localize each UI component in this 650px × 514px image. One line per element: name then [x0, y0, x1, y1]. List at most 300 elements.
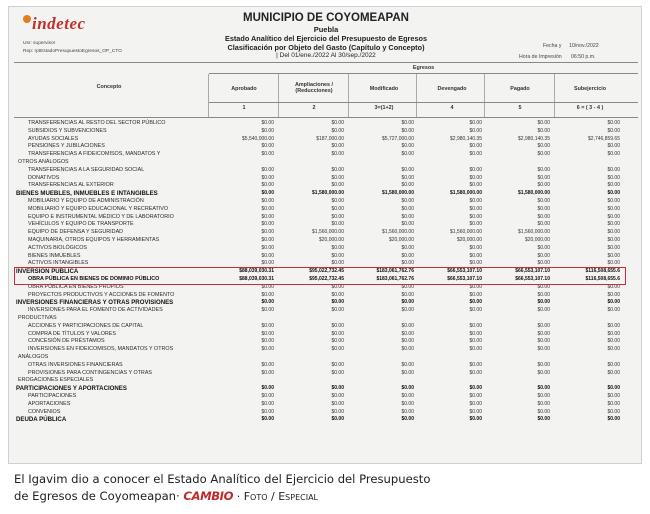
cell-value: $0.00	[469, 151, 482, 158]
column-number: 3=(1+2)	[374, 105, 394, 111]
row-label: PARTICIPACIONES Y APORTACIONES	[16, 385, 127, 393]
table-row	[14, 338, 638, 346]
cell-value: $0.00	[261, 127, 274, 134]
cell-value: $0.00	[401, 166, 414, 173]
period-line: | Del 01/ene./2022 Al 30/sep./2022	[276, 52, 376, 59]
table-row	[14, 206, 638, 214]
column-divider	[416, 74, 417, 117]
cell-value: $0.00	[261, 307, 274, 314]
cell-value: $0.00	[537, 369, 550, 376]
table-top-rule	[14, 62, 638, 63]
cell-value: $0.00	[401, 260, 414, 267]
row-label: INVERSIÓN PÚBLICA	[16, 268, 79, 276]
cell-value: $2,980,140.35	[518, 135, 550, 142]
cell-value: $0.00	[607, 244, 620, 251]
cell-value: $0.00	[401, 151, 414, 158]
row-label: VEHÍCULOS Y EQUIPO DE TRANSPORTE	[28, 221, 134, 228]
cell-value: $0.00	[537, 166, 550, 173]
cell-value: $0.00	[607, 174, 620, 181]
cell-value: $0.00	[537, 299, 550, 306]
cell-value: $0.00	[401, 338, 414, 345]
cell-value: $0.00	[261, 283, 274, 290]
cell-value: $0.00	[331, 260, 344, 267]
cell-value: $0.00	[401, 291, 414, 298]
cell-value: $183,061,762.76	[376, 268, 414, 275]
cell-value: $0.00	[607, 252, 620, 259]
column-divider	[554, 74, 555, 117]
cell-value: $0.00	[607, 369, 620, 376]
cell-value: $0.00	[537, 221, 550, 228]
cell-value: $0.00	[469, 166, 482, 173]
cell-value: $0.00	[537, 393, 550, 399]
cell-value: $0.00	[261, 166, 274, 173]
table-row	[14, 346, 638, 362]
cell-value: $0.00	[401, 252, 414, 259]
cell-value: $0.00	[607, 338, 620, 345]
cell-value: $0.00	[261, 143, 274, 150]
cell-value: $0.00	[331, 385, 344, 392]
cell-value: $0.00	[401, 330, 414, 337]
table-row	[14, 331, 638, 339]
cell-value: $0.00	[331, 151, 344, 158]
cell-value: $0.00	[607, 237, 620, 243]
table-row	[14, 284, 638, 292]
cell-value: $0.00	[469, 322, 482, 329]
cell-value: $0.00	[469, 244, 482, 251]
column-number: 5	[518, 105, 522, 111]
table-row	[14, 221, 638, 229]
cell-value: $183,061,762.76	[376, 276, 414, 282]
fecha-value: 10/nov./2022	[569, 43, 599, 49]
cell-value: $0.00	[469, 260, 482, 267]
cell-value: $0.00	[261, 229, 274, 236]
cell-value: $0.00	[331, 174, 344, 181]
cell-value: $0.00	[607, 198, 620, 204]
row-label: CONVENIOS	[28, 408, 61, 415]
cell-value: $0.00	[607, 400, 620, 407]
fecha-label: Fecha y	[543, 43, 562, 49]
cell-value: $0.00	[261, 237, 274, 243]
report-heading: Estado Analítico del Ejercicio del Presupuesto de Egresos	[224, 34, 428, 43]
cell-value: $0.00	[261, 205, 274, 212]
row-label-continued: EROGACIONES ESPECIALES	[18, 377, 94, 384]
cell-value: $0.00	[401, 174, 414, 181]
cell-value: $0.00	[469, 393, 482, 399]
cell-value: $1,580,000.00	[450, 190, 482, 197]
cell-value: $0.00	[607, 151, 620, 158]
cell-value: $1,580,000.00	[518, 190, 550, 197]
row-label: AYUDAS SOCIALES	[28, 135, 79, 142]
table-row	[14, 175, 638, 183]
cell-value: $0.00	[537, 244, 550, 251]
cell-value: $0.00	[607, 416, 620, 423]
cell-value: $1,560,000.00	[518, 229, 550, 236]
row-label: CONCESIÓN DE PRÉSTAMOS	[28, 338, 105, 345]
cell-value: $0.00	[331, 182, 344, 189]
cell-value: $0.00	[401, 182, 414, 189]
table-row	[14, 198, 638, 206]
cell-value: $0.00	[261, 252, 274, 259]
section-row	[14, 299, 638, 307]
cell-value: $0.00	[331, 393, 344, 399]
cell-value: $0.00	[469, 330, 482, 337]
cell-value: $0.00	[261, 338, 274, 345]
row-label: PROVISIONES PARA CONTINGENCIAS Y OTRAS	[28, 369, 153, 376]
cell-value: $0.00	[469, 252, 482, 259]
cell-value: $0.00	[469, 361, 482, 368]
cell-value: $0.00	[331, 221, 344, 228]
cell-value: $0.00	[401, 322, 414, 329]
cell-value: $0.00	[261, 361, 274, 368]
cell-value: $0.00	[261, 385, 274, 392]
cell-value: $0.00	[401, 416, 414, 423]
document-photo	[8, 6, 642, 464]
cell-value: $0.00	[537, 198, 550, 204]
cell-value: $0.00	[331, 213, 344, 220]
cell-value: $0.00	[607, 166, 620, 173]
cell-value: $0.00	[537, 252, 550, 259]
cell-value: $0.00	[469, 120, 482, 126]
cell-value: $0.00	[401, 400, 414, 407]
cell-value: $0.00	[331, 369, 344, 376]
cell-value: $0.00	[261, 120, 274, 126]
cell-value: $0.00	[469, 346, 482, 353]
cell-value: $0.00	[537, 213, 550, 220]
column-header: Modificado	[369, 86, 399, 92]
cell-value: $0.00	[537, 307, 550, 314]
user-line: Usr: supervisor	[23, 41, 56, 46]
cell-value: $0.00	[607, 393, 620, 399]
cell-value: $1,560,000.00	[382, 229, 414, 236]
cell-value: $0.00	[537, 416, 550, 423]
cell-value: $0.00	[607, 283, 620, 290]
cell-value: $0.00	[537, 385, 550, 392]
cell-value: $0.00	[607, 221, 620, 228]
cell-value: $0.00	[331, 299, 344, 306]
cell-value: $20,000.00	[456, 237, 482, 243]
cell-value: $0.00	[261, 346, 274, 353]
table-row	[14, 370, 638, 386]
cell-value: $0.00	[261, 322, 274, 329]
cell-value: $0.00	[401, 307, 414, 314]
row-label: BIENES MUEBLES, INMUEBLES E INTANGIBLES	[16, 190, 158, 198]
column-divider	[348, 74, 349, 117]
cell-value: $5,540,000.00	[242, 135, 274, 142]
cell-value: $0.00	[401, 213, 414, 220]
table-row	[14, 151, 638, 167]
cell-value: $0.00	[607, 385, 620, 392]
cell-value: $0.00	[261, 330, 274, 337]
cell-value: $0.00	[401, 346, 414, 353]
logo-text: indetec	[32, 14, 86, 33]
cell-value: $0.00	[607, 182, 620, 189]
column-header: Devengado	[437, 86, 467, 92]
section-row	[14, 416, 638, 424]
row-label: INVERSIONES EN FIDEICOMISOS, MANDATOS Y OTROS	[28, 346, 174, 353]
cell-value: $0.00	[607, 322, 620, 329]
row-label: PARTICIPACIONES	[28, 393, 77, 399]
budget-table	[14, 62, 638, 462]
cell-value: $0.00	[261, 260, 274, 267]
cell-value: $66,553,107.10	[447, 268, 482, 275]
cell-value: $0.00	[261, 416, 274, 423]
row-label: MAQUINARIA, OTROS EQUIPOS Y HERRAMIENTAS	[28, 237, 160, 243]
cell-value: $0.00	[607, 229, 620, 236]
column-divider	[208, 74, 209, 117]
row-label: ACTIVOS BIOLÓGICOS	[28, 244, 88, 251]
cell-value: $0.00	[537, 151, 550, 158]
cell-value: $0.00	[537, 120, 550, 126]
row-label: TRANSFERENCIAS AL EXTERIOR	[28, 182, 114, 189]
row-label: TRANSFERENCIAS A LA SEGURIDAD SOCIAL	[28, 166, 145, 173]
cell-value: $0.00	[331, 198, 344, 204]
cell-value: $0.00	[537, 400, 550, 407]
cell-value: $0.00	[261, 299, 274, 306]
cell-value: $0.00	[469, 369, 482, 376]
cell-value: $0.00	[331, 283, 344, 290]
table-row	[14, 292, 638, 300]
cell-value: $0.00	[261, 369, 274, 376]
row-label: BIENES INMUEBLES	[28, 252, 81, 259]
cell-value: $187,000.00	[316, 135, 344, 142]
table-row	[14, 362, 638, 370]
cell-value: $0.00	[331, 291, 344, 298]
cell-value: $0.00	[401, 361, 414, 368]
cell-value: $0.00	[537, 346, 550, 353]
cell-value: $1,580,000.00	[382, 190, 414, 197]
cell-value: $0.00	[331, 205, 344, 212]
cell-value: $95,022,732.45	[309, 268, 344, 275]
cell-value: $0.00	[469, 307, 482, 314]
row-label: INVERSIONES FINANCIERAS Y OTRAS PROVISIONES	[16, 299, 174, 307]
cell-value: $0.00	[469, 127, 482, 134]
cell-value: $0.00	[401, 408, 414, 415]
cell-value: $0.00	[537, 127, 550, 134]
cell-value: $0.00	[331, 346, 344, 353]
column-divider	[278, 74, 279, 117]
table-row	[14, 120, 638, 128]
cell-value: $0.00	[537, 338, 550, 345]
cell-value: $20,000.00	[524, 237, 550, 243]
cell-value: $0.00	[331, 408, 344, 415]
cell-value: $0.00	[469, 400, 482, 407]
table-row	[14, 167, 638, 175]
header-bottom-rule	[14, 117, 638, 118]
row-label: DEUDA PÚBLICA	[16, 416, 67, 424]
row-label: SUBSIDIOS Y SUBVENCIONES	[28, 127, 107, 134]
cell-value: $0.00	[331, 400, 344, 407]
column-header: Aprobado	[231, 86, 257, 92]
cell-value: $0.00	[401, 244, 414, 251]
table-row	[14, 143, 638, 151]
cell-value: $0.00	[401, 127, 414, 134]
cell-value: $0.00	[331, 143, 344, 150]
cell-value: $0.00	[469, 291, 482, 298]
table-row	[14, 245, 638, 253]
column-header: Ampliaciones / (Reducciones)	[294, 82, 334, 94]
cell-value: $0.00	[607, 260, 620, 267]
cell-value: $0.00	[331, 361, 344, 368]
column-header: Pagado	[510, 86, 530, 92]
cell-value: $0.00	[261, 408, 274, 415]
cell-value: $0.00	[607, 307, 620, 314]
row-label: OTRAS INVERSIONES FINANCIERAS	[28, 361, 123, 368]
column-header: Subejercicio	[573, 86, 607, 92]
table-row	[14, 401, 638, 409]
row-label: INVERSIONES PARA EL FOMENTO DE ACTIVIDADES	[28, 307, 163, 314]
cell-value: $88,039,030.31	[239, 268, 274, 275]
cell-value: $0.00	[261, 400, 274, 407]
cell-value: $0.00	[331, 416, 344, 423]
cell-value: $0.00	[401, 299, 414, 306]
cell-value: $2,980,140.35	[450, 135, 482, 142]
row-label-continued: PRODUCTIVAS	[18, 314, 57, 321]
cell-value: $0.00	[537, 322, 550, 329]
cell-value: $0.00	[537, 291, 550, 298]
cell-value: $0.00	[607, 299, 620, 306]
cell-value: $0.00	[469, 198, 482, 204]
cell-value: $0.00	[469, 213, 482, 220]
cell-value: $0.00	[469, 205, 482, 212]
cell-value: $0.00	[261, 151, 274, 158]
egresos-header: Egresos	[412, 65, 435, 71]
row-label: TRANSFERENCIAS A FIDEICOMISOS, MANDATOS Y	[28, 151, 161, 158]
column-number: 1	[242, 105, 246, 111]
cell-value: $0.00	[401, 393, 414, 399]
row-label: ACTIVOS INTANGIBLES	[28, 260, 89, 267]
cell-value: $5,727,000.00	[382, 135, 414, 142]
cell-value: $1,560,000.00	[312, 229, 344, 236]
cell-value: $0.00	[607, 205, 620, 212]
cell-value: $0.00	[469, 221, 482, 228]
table-row	[14, 237, 638, 245]
cell-value: $0.00	[261, 182, 274, 189]
cell-value: $66,553,107.10	[515, 268, 550, 275]
cell-value: $0.00	[401, 221, 414, 228]
cell-value: $0.00	[331, 252, 344, 259]
cell-value: $116,508,655.6	[585, 276, 620, 282]
row-label: ACCIONES Y PARTICIPACIONES DE CAPITAL	[28, 322, 144, 329]
photo-credit: · Foto / Especial	[236, 490, 319, 503]
cell-value: $0.00	[607, 213, 620, 220]
cell-value: $66,553,107.10	[515, 276, 550, 282]
cell-value: $0.00	[469, 408, 482, 415]
photo-caption	[14, 471, 634, 505]
cambio-brand: CAMBIO	[183, 489, 234, 503]
cell-value: $0.00	[331, 307, 344, 314]
cell-value: $0.00	[261, 244, 274, 251]
state-subtitle: Puebla	[313, 25, 339, 34]
table-row	[14, 182, 638, 190]
row-label: APORTACIONES	[28, 400, 71, 407]
table-row	[14, 393, 638, 401]
cell-value: $0.00	[261, 198, 274, 204]
cell-value: $0.00	[469, 174, 482, 181]
column-divider	[484, 74, 485, 117]
table-row	[14, 409, 638, 417]
table-row	[14, 307, 638, 323]
cell-value: $0.00	[469, 143, 482, 150]
cell-value: $0.00	[331, 127, 344, 134]
column-number: 6 = ( 3 - 4 )	[576, 105, 604, 111]
caption-text: de Egresos de Coyomeapan·	[14, 489, 180, 503]
cell-value: $0.00	[537, 330, 550, 337]
cell-value: $20,000.00	[388, 237, 414, 243]
section-row	[14, 190, 638, 198]
cell-value: $0.00	[537, 205, 550, 212]
cell-value: $1,580,000.00	[312, 190, 344, 197]
hora-value: 06:50 p.m.	[571, 54, 596, 60]
cell-value: $0.00	[537, 143, 550, 150]
row-label: OBRA PÚBLICA EN BIENES DE DOMINIO PÚBLICO	[28, 276, 160, 282]
row-label: EQUIPO DE DEFENSA Y SEGURIDAD	[28, 229, 124, 236]
cell-value: $0.00	[607, 330, 620, 337]
cell-value: $0.00	[331, 166, 344, 173]
cell-value: $0.00	[537, 174, 550, 181]
cell-value: $0.00	[331, 330, 344, 337]
classification-heading: Clasificación por Objeto del Gasto (Capítulo y Concepto)	[227, 43, 425, 52]
cell-value: $0.00	[607, 361, 620, 368]
cell-value: $0.00	[261, 190, 274, 197]
highlight-box	[14, 267, 626, 285]
cell-value: $0.00	[607, 190, 620, 197]
row-label: MOBILIARIO Y EQUIPO DE ADMINISTRACIÓN	[28, 198, 144, 204]
cell-value: $0.00	[537, 260, 550, 267]
hora-label: Hora de Impresión	[519, 54, 562, 60]
row-label-continued: ANÁLOGOS	[18, 353, 49, 360]
cell-value: $0.00	[261, 221, 274, 228]
column-number: 2	[312, 105, 316, 111]
cell-value: $0.00	[469, 299, 482, 306]
cell-value: $0.00	[401, 120, 414, 126]
number-row-rule	[209, 102, 638, 103]
cell-value: $66,553,107.10	[447, 276, 482, 282]
row-label: DONATIVOS	[28, 174, 60, 181]
cell-value: $0.00	[401, 143, 414, 150]
table-row	[14, 128, 638, 136]
caption-line-1: El Igavim dio a conocer el Estado Analítico del Ejercicio del Presupuesto	[14, 472, 431, 486]
egresos-rule	[209, 73, 638, 74]
cell-value: $0.00	[537, 361, 550, 368]
cell-value: $95,022,732.45	[309, 276, 344, 282]
cell-value: $0.00	[331, 244, 344, 251]
cell-value: $0.00	[261, 174, 274, 181]
row-label: OBRA PÚBLICA EN BIENES PROPIOS	[28, 283, 124, 290]
row-label: PROYECTOS PRODUCTIVOS Y ACCIONES DE FOMENTO	[28, 291, 175, 298]
cell-value: $0.00	[607, 408, 620, 415]
table-row	[14, 136, 638, 144]
row-label: PENSIONES Y JUBILACIONES	[28, 143, 105, 150]
cell-value: $0.00	[261, 291, 274, 298]
table-row	[14, 323, 638, 331]
cell-value: $0.00	[607, 127, 620, 134]
cell-value: $0.00	[537, 283, 550, 290]
cell-value: $0.00	[261, 213, 274, 220]
cell-value: $0.00	[607, 143, 620, 150]
cell-value: $0.00	[469, 182, 482, 189]
cell-value: $0.00	[469, 385, 482, 392]
table-row	[14, 253, 638, 261]
cell-value: $0.00	[401, 369, 414, 376]
cell-value: $0.00	[331, 322, 344, 329]
cell-value: $0.00	[537, 182, 550, 189]
section-row	[14, 385, 638, 393]
cell-value: $0.00	[469, 283, 482, 290]
row-label: TRANSFERENCIAS AL RESTO DEL SECTOR PÚBLICO	[28, 120, 166, 126]
cell-value: $20,000.00	[318, 237, 344, 243]
row-label: COMPRA DE TÍTULOS Y VALORES	[28, 330, 116, 337]
table-row	[14, 229, 638, 237]
